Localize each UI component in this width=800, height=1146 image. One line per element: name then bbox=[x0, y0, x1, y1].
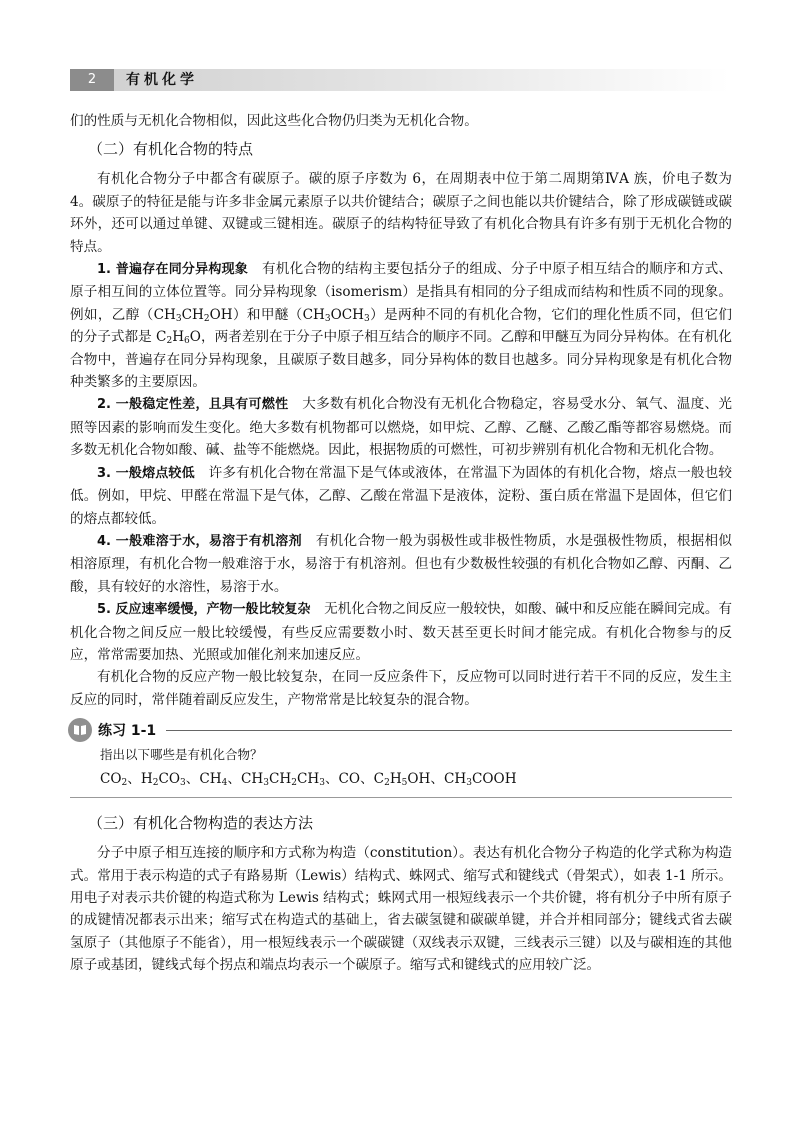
exercise-bottom-rule bbox=[70, 797, 732, 798]
item-title-stability: 2. 一般稳定性差，且具有可燃性 bbox=[97, 397, 289, 413]
paragraph-carbon-intro: 有机化合物分子中都含有碳原子。碳的原子序数为 6，在周期表中位于第二周期第ⅣA 族，价电子数为 4。碳原子的特征是能与许多非金属元素原子以共价键结合；碳原子之间也能以共价键结合，除了形成碳链或碳环外，还可以通过单键、双键或三键相连。碳原子的结构特征导致了有机化合物具有许多有别于无机化合物的特点。 bbox=[70, 171, 732, 255]
formula-ch3cooh: $CH_3COOH$ bbox=[444, 771, 517, 789]
formula-ethanol: $CH_3CH_2OH$ bbox=[153, 306, 233, 324]
formula-h2co3: $H_2CO_3$ bbox=[140, 771, 186, 789]
formula-c2h6o: $C_2H_6O$ bbox=[156, 329, 201, 347]
section-heading-characteristics: （二）有机化合物的特点 bbox=[88, 140, 254, 159]
item-title-reaction-rate: 5. 反应速率缓慢，产物一般比较复杂 bbox=[97, 602, 311, 618]
paragraph-melting-point: 3. 一般熔点较低 许多有机化合物在常温下是气体或液体，在常温下为固体的有机化合物，熔点一般也较低。例如，甲烷、甲醛在常温下是气体，乙醇、乙酸在常温下是液体，淀粉、蛋白质在常温下是固体，但它们的熔点都较低。 bbox=[70, 464, 732, 527]
paragraph-constitution: 分子中原子相互连接的顺序和方式称为构造（constitution）。表达有机化合物分子构造的化学式称为构造式。常用于表示构造的式子有路易斯（Lewis）结构式、蛛网式、缩写式和键线式（骨架式），如表 1-1 所示。用电子对表示共价键的构造式称为 Lewis 结构式；蛛网式用一根短线表示一个共价键，将有机分子中所有原子的成键情况都表示出来；缩写式在构造式的基础上，省去碳氢键和碳碳单键，并合并相同部分；键线式省去碳氢原子（其他原子不能省），用一根短线表示一个碳碳键（双线表示双键，三线表示三键）以及与碳相连的其他原子或基团，键线式每个拐点和端点均表示一个碳原子。缩写式和键线式的应用较广泛。 bbox=[70, 845, 732, 974]
page-header bbox=[70, 69, 730, 91]
section-heading-structure-expression: （三）有机化合物构造的表达方法 bbox=[88, 814, 314, 833]
formula-propane: $CH_3CH_2CH_3$ bbox=[240, 771, 325, 789]
exercise-body bbox=[70, 743, 732, 791]
exercise-title: 练习 1-1 bbox=[98, 723, 157, 740]
exercise-icon bbox=[68, 718, 92, 742]
paragraph-reaction-rate: 5. 反应速率缓慢，产物一般比较复杂 无机化合物之间反应一般较快，如酸、碱中和反应能在瞬间完成。有机化合物之间反应一般比较缓慢，有些反应需要数小时、数天甚至更长时间才能完成。有机化合物参与的反应，常常需要加热、光照或加催化剂来加速反应。 bbox=[70, 601, 733, 663]
formula-c2h5oh: $C_2H_5OH$ bbox=[373, 771, 431, 789]
exercise-rule bbox=[166, 730, 732, 731]
paragraph-isomerism: 1. 普遍存在同分异构现象 有机化合物的结构主要包括分子的组成、分子中原子相互结合的顺序和方式、原子相互间的立体位置等。同分异构现象（isomerism）是指具有相同的分子组成而结构和性质不同的现象。例如，乙醇$(CH_3CH_2OH)$和甲醚$(CH_3OCH_3)$是两种不同的有机化合物，它们的理化性质不同，但它们的分子式都是 $C_2H_6O$，两者差别在于分子中原子相互结合的顺序不同。乙醇和甲醚互为同分异构体。在有机化合物中，普遍存在同分异构现象，且碳原子数目越多，同分异构体的数目也越多。同分异构现象是有机化合物种类繁多的主要原因。 bbox=[70, 261, 733, 391]
paragraph-solubility: 4. 一般难溶于水，易溶于有机溶剂 有机化合物一般为弱极性或非极性物质，水是强极性物质，根据相似相溶原理，有机化合物一般难溶于水，易溶于有机溶剂。但也有少数极性较强的有机化合物如乙醇、丙酮、乙酸，具有较好的水溶性，易溶于水。 bbox=[70, 532, 732, 595]
exercise-question: 指出以下哪些是有机化合物？ bbox=[100, 747, 263, 763]
paragraph-stability: 2. 一般稳定性差，且具有可燃性 大多数有机化合物没有无机化合物稳定，容易受水分、氧气、温度、光照等因素的影响而发生变化。绝大多数有机物都可以燃烧，如甲烷、乙醇、乙醚、乙酸乙酯等都容易燃烧。而多数无机化合物如酸、碱、盐等不能燃烧。因此，根据物质的可燃性，可初步辨别有机化合物和无机化合物。 bbox=[70, 396, 733, 459]
page-content bbox=[70, 110, 732, 977]
page-number: 2 bbox=[70, 69, 114, 91]
formula-ch4: $CH_4$ bbox=[199, 771, 228, 789]
exercise-box bbox=[70, 717, 732, 798]
exercise-compound-list: $CO_2$、$H_2CO_3$、$CH_4$、$CH_3CH_2CH_3$、CO、$C_2H_5OH$、$CH_3COOH$ bbox=[100, 771, 517, 789]
exercise-header bbox=[70, 717, 732, 743]
formula-co: CO bbox=[338, 771, 361, 788]
formula-co2: $CO_2$ bbox=[100, 771, 128, 789]
formula-dimethyl-ether: $CH_3OCH_3$ bbox=[302, 306, 370, 324]
item-title-solubility: 4. 一般难溶于水，易溶于有机溶剂 bbox=[97, 533, 302, 549]
paragraph-continued: 们的性质与无机化合物相似，因此这些化合物仍归类为无机化合物。 bbox=[70, 113, 478, 129]
book-title: 有机化学 bbox=[126, 72, 198, 88]
item-title-isomerism: 1. 普遍存在同分异构现象 bbox=[97, 262, 249, 278]
item-title-melting-point: 3. 一般熔点较低 bbox=[97, 465, 195, 481]
paragraph-reaction-products: 有机化合物的反应产物一般比较复杂，在同一反应条件下，反应物可以同时进行若干不同的反应，发生主反应的同时，常伴随着副反应发生，产物常常是比较复杂的混合物。 bbox=[70, 669, 732, 708]
